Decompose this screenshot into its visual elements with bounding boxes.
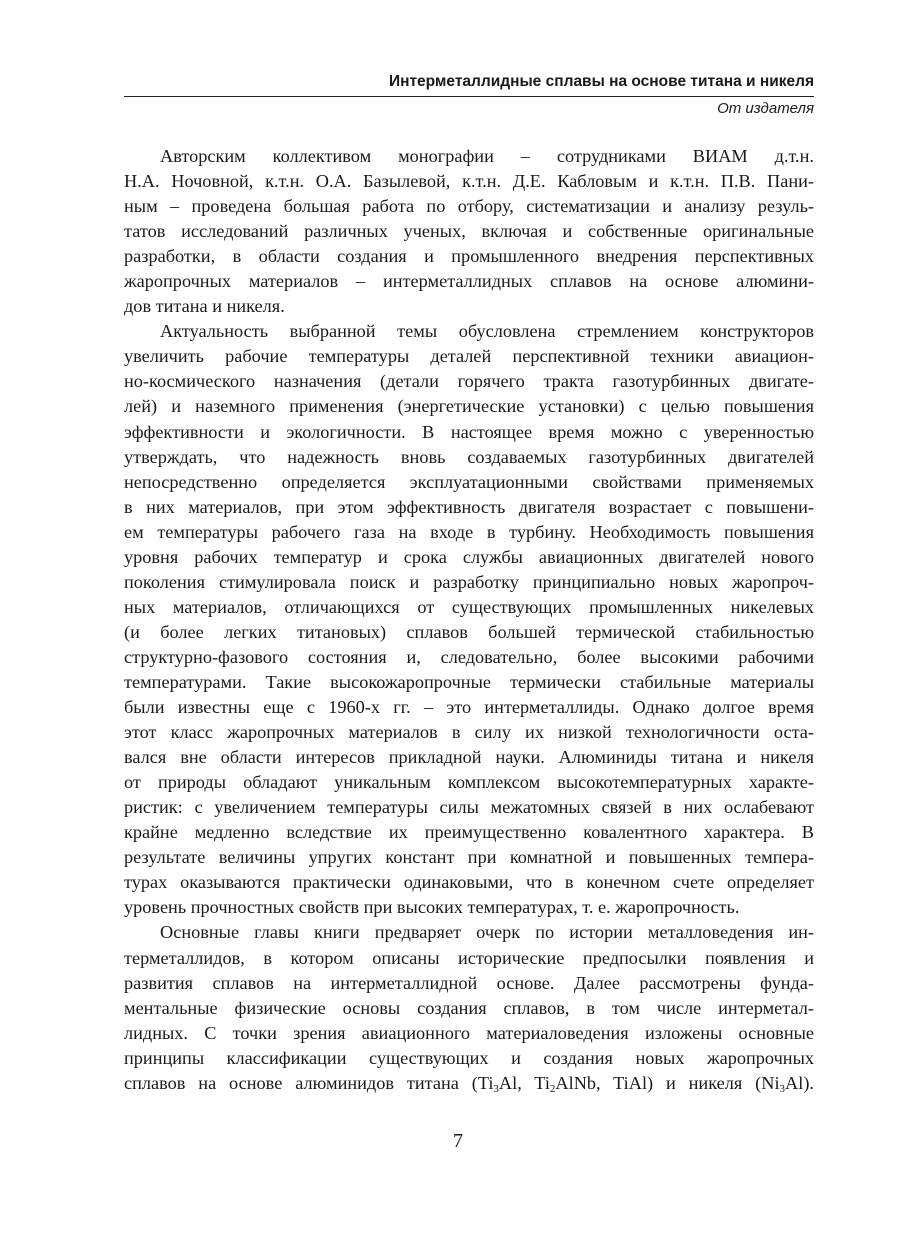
text-line: принципы классификации существующих и создания новых жаропрочных — [124, 1047, 814, 1068]
formula-text: Al, Ti — [498, 1072, 550, 1093]
text-line: татов исследований различных ученых, включая и собственные оригинальные — [124, 221, 814, 242]
text-line: (и более легких титановых) сплавов большей термической стабильностью — [124, 621, 814, 642]
text-line: развития сплавов на интерметаллидной основе. Далее рассмотрены фунда- — [124, 972, 814, 993]
text-line: но-космического назначения (детали горячего тракта газотурбинных двигате- — [124, 371, 814, 392]
subscript: 2 — [549, 1082, 556, 1095]
subscript: 3 — [779, 1082, 786, 1095]
text-line: уровень прочностных свойств при высоких температурах, т. е. жаропрочность. — [124, 897, 740, 918]
text-line: увеличить рабочие температуры деталей перспективной техники авиацион- — [124, 346, 814, 367]
text-line: ным – проведена большая работа по отбору, систематизации и анализу резуль- — [124, 196, 814, 217]
text-line: утверждать, что надежность вновь создаваемых газотурбинных двигателей — [124, 446, 814, 467]
text-line: лидных. С точки зрения авиационного материаловедения изложены основные — [124, 1022, 814, 1043]
text-line: разработки, в области создания и промышленного внедрения перспективных — [124, 246, 814, 267]
text-line: ристик: с увеличением температуры силы межатомных связей в них ослабевают — [124, 797, 814, 818]
text-line: были известны еще с 1960-х гг. – это интерметаллиды. Однако долгое время — [124, 697, 814, 718]
text-line: Авторским коллективом монографии – сотрудниками ВИАМ д.т.н. — [160, 146, 814, 166]
text-line: этот класс жаропрочных материалов в силу их низкой технологичности оста- — [124, 722, 814, 743]
text-line: жаропрочных материалов – интерметаллидных сплавов на основе алюмини- — [124, 271, 814, 292]
text-line: поколения стимулировала поиск и разработку принципиально новых жаропроч- — [124, 571, 814, 592]
formula-text: Al). — [785, 1072, 814, 1093]
page-number: 7 — [453, 1130, 463, 1152]
text-line: эффективности и экологичности. В настоящее время можно с уверенностью — [124, 421, 814, 442]
text-line: температурами. Такие высокожаропрочные термически стабильные материалы — [124, 671, 814, 692]
paragraph-3 — [124, 920, 814, 1095]
text-line: лей) и наземного применения (энергетические установки) с целью повышения — [124, 396, 814, 417]
text-line-with-formulas — [124, 1071, 814, 1096]
text-line: непосредственно определяется эксплуатационными свойствами применяемых — [124, 471, 814, 492]
text-line: уровня рабочих температур и срока службы авиационных двигателей нового — [124, 546, 814, 567]
text-line: ментальные физические основы создания сплавов, в том числе интерметал- — [124, 997, 814, 1018]
text-line: ных материалов, отличающихся от существующих промышленных никелевых — [124, 596, 814, 617]
text-line: дов титана и никеля. — [124, 296, 285, 317]
header-rule — [124, 96, 814, 97]
text-line: Основные главы книги предваряет очерк по истории металловедения ин- — [160, 922, 814, 943]
main-text — [124, 144, 814, 1096]
text-line: терметаллидов, в котором описаны исторические предпосылки появления и — [124, 947, 814, 968]
text-line: ем температуры рабочего газа на входе в турбину. Необходимость повышения — [124, 521, 814, 542]
running-title: Интерметаллидные сплавы на основе титана и никеля — [388, 73, 814, 90]
text-line: Актуальность выбранной темы обусловлена стремлением конструкторов — [160, 321, 814, 342]
text-line: от природы обладают уникальным комплексом высокотемпературных характе- — [124, 772, 814, 793]
text-line: турах оказываются практически одинаковыми, что в конечном счете определяет — [124, 872, 814, 893]
text-line: результате величины упругих констант при комнатной и повышенных темпера- — [124, 847, 814, 868]
text-line: крайне медленно вследствие их преимущественно ковалентного характера. В — [124, 822, 814, 843]
paragraph-2 — [124, 319, 814, 920]
text-line: структурно-фазового состояния и, следовательно, более высокими рабочими — [124, 646, 814, 667]
section-title: От издателя — [717, 100, 814, 117]
paragraph-1 — [124, 144, 814, 319]
formula-text: сплавов на основе алюминидов титана (Ti — [124, 1072, 494, 1093]
text-line: вался вне области интересов прикладной науки. Алюминиды титана и никеля — [124, 747, 814, 768]
formula-text: AlNb, TiAl) и никеля (Ni — [555, 1072, 780, 1093]
subscript: 3 — [493, 1082, 499, 1095]
text-line: в них материалов, при этом эффективность двигателя возрастает с повышени- — [124, 496, 814, 517]
text-line: Н.А. Ночовной, к.т.н. О.А. Базылевой, к.т.н. Д.Е. Кабловым и к.т.н. П.В. Пани- — [124, 171, 814, 192]
